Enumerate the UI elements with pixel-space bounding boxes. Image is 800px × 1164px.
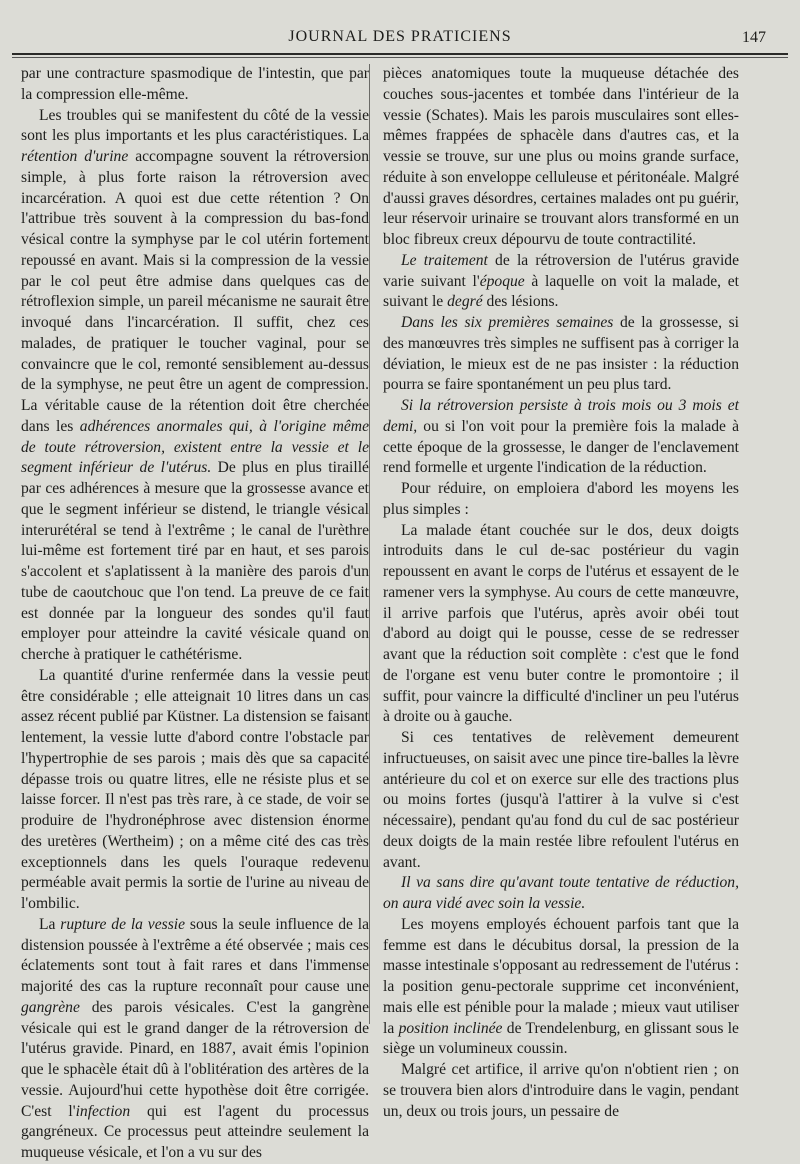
text-run: des parois vésicales. C'est la gangrène vésicale qui est le grand danger de la rétroversion de l'utérus gravide. Pinard, en 1887, avait émis l'opinion que le sphacèle était dû à l'oblitération des artères de la vessie. Aujourd'hui cette hypothèse doit être corrigée. C'est l' [21,998,369,1120]
column-divider [369,64,370,1024]
running-title: JOURNAL DES PRATICIENS [288,28,512,45]
paragraph: Si ces tentatives de relèvement demeurent infructueuses, on saisit avec une pince tire-balles la lèvre antérieure du col et on exerce sur elle des tractions plus ou moins fortes (jusqu'à l'attirer à la vulve si c'est nécessaire), pendant qu'au fond du cul de sac postérieur deux doigts de la main restée libre refoulent l'utérus en avant. [383,729,739,871]
paragraph: pièces anatomiques toute la muqueuse détachée des couches sous-jacentes et tombée dans l'intérieur de la vessie (Schates). Mais les parois musculaires sont elles-mêmes frappées de sphacèle dans d'autres cas, et la vessie se trouve, sur une plus ou moins grande surface, réduite à son enveloppe celluleuse et péritonéale. Malgré d'aussi graves désordres, certaines malades ont pu guérir, leur réservoir urinaire se trouvant alors transformé en un bloc fibreux creux dépourvu de toute contractilité. [383,65,739,248]
paragraph: Malgré cet artifice, il arrive qu'on n'obtient rien ; on se trouvera bien alors d'introduire dans le vagin, pendant un, deux ou trois jours, un pessaire de [383,1061,739,1120]
text-run: des lésions. [482,293,559,311]
italic-run: adhérences anormales qui, à l'origine même de toute rétroversion, existent entre la vessie et le segment inférieur de l'utérus. [21,417,369,477]
text-run: Les troubles qui se manifestent du côté de la vessie sont les plus importants et les plus caractéristiques. La [21,106,369,145]
italic-run: Dans les six premières semaines [401,314,614,331]
text-run: de la rétroversion de l'utérus gravide varie suivant l' [383,251,739,290]
running-header [20,28,780,50]
italic-run: gangrène [21,998,80,1016]
italic-run: degré [447,293,483,311]
header-rule-thick [12,53,788,55]
header-rule-thin [12,57,788,58]
text-run: ou si l'on voit pour la première fois la malade à cette époque de la grossesse, le danger de l'enclavement rend formelle et urgente l'indication de la réduction. [383,417,739,477]
paragraph [21,915,369,1164]
text-run: Les moyens employés échouent parfois tant que la femme est dans le décubitus dorsal, la pression de la masse intestinale s'opposant au redressement de l'utérus : la position genu-pectorale supprime cet inconvénient, mais elle est pénible pour la malade ; mieux vaut utiliser la [383,915,739,1037]
italic-run: époque [479,272,525,290]
paragraph [383,873,739,915]
paragraph [383,251,739,313]
paragraph: La quantité d'urine renfermée dans la vessie peut être considérable ; elle atteignait 10 litres dans un cas assez récent publié par Küstner. La distension se faisant lentement, la vessie lutte d'abord contre l'obstacle par l'hypertrophie de ses parois ; mais dès que sa capacité dépasse trois ou quatre litres, elle ne résiste plus et se laisse forcer. Il n'est pas très rare, à ce stade, de voir se produire de l'hydronéphrose avec distension énorme des uretères (Wertheim) ; on a même cité des cas très exceptionnels dans les quels l'ouraque redevenu perméable avait permis la sortie de l'urine au niveau de l'ombilic. [21,666,369,912]
paragraph [21,106,369,666]
italic-run: position inclinée [398,1019,503,1037]
text-run: accompagne souvent la rétroversion simple, à plus forte raison la rétroversion avec incarcération. A quoi est due cette rétention ? On l'attribue très souvent à la compression du bas-fond vésical contre la symphyse par le col utérin fortement repoussé en avant. Mais si la compression de la vessie par le col peut être admise dans quelques cas de rétroflexion simple, un pareil mécanisme ne saurait être invoqué dans l'incarcération. Il suffit, chez ces malades, de pratiquer le toucher vaginal, pour se convaincre que le col, remonté sensiblement au-dessus de la symphyse, ne peut être un agent de compression. La véritable cause de la rétention doit être cherchée dans les [21,148,370,435]
italic-run: rétention d'urine [21,148,129,165]
italic-run: Si la rétroversion persiste à trois mois ou 3 mois et demi, [383,397,739,435]
text-run: La [39,915,61,933]
text-run: de la grossesse, si des manœuvres très simples ne suffisent pas à corriger la déviation, le mieux est de ne pas insister : la réduction pourra se faire spontanément un peu plus tard. [383,314,739,394]
text-run: à laquelle on voit la malade, et suivant le [383,272,739,311]
paragraph: Pour réduire, on emploiera d'abord les moyens les plus simples : [383,480,739,518]
paragraph [383,396,739,479]
left-column [21,64,369,1164]
italic-run: rupture de la vessie [60,915,186,933]
paragraph [383,313,739,396]
right-column [383,64,739,1122]
italic-run: Le traitement [401,251,488,269]
italic-run: infection [75,1102,131,1120]
paragraph: La malade étant couchée sur le dos, deux doigts introduits dans le cul de-sac postérieur du vagin repoussent en avant le corps de l'utérus et essayent de le ramener vers la symphyse. Au cours de cette manœuvre, il arrive parfois que l'utérus, après avoir obéi tout d'abord au doigt qui le pousse, cesse de se redresser avant que la réduction soit complète : c'est que le fond de l'organe est venu buter contre le promontoire ; il suffit, pour vaincre la difficulté d'incliner un peu l'utérus à droite ou à gauche. [383,521,739,726]
paragraph [383,915,739,1060]
text-run: de Trendelenburg, en glissant sous le siège un volumineux coussin. [383,1019,739,1058]
italic-run: Il va sans dire qu'avant toute tentative de réduction, on aura vidé avec soin la vessie. [383,874,739,912]
paragraph: par une contracture spasmodique de l'intestin, que par la compression elle-même. [21,65,369,103]
text-run: sous la seule influence de la distension poussée à l'extrême a été observée ; mais ces éclatements sont tout à fait rares et dans l'immense majorité des cas la rupture reconnaît pour cause une [21,915,369,995]
text-run: qui est l'agent du processus gangréneux. Ce processus peut atteindre seulement la muqueuse vésicale, et l'on a vu sur des [21,1102,369,1161]
page-number: 147 [742,29,766,46]
text-run: De plus en plus tiraillé par ces adhérences à mesure que la grossesse avance et que le segment inférieur se distend, le triangle vésical interurétéral se tend à l'extrême ; le canal de l'urèthre lui-même est fortement tiré par en haut, et ses parois s'accolent et s'aplatissent à la manière des parois d'un tube de caoutchouc que l'on tend. La preuve de ce fait est donnée par la longueur des sondes qu'il faut employer pour atteindre la cavité vésicale quand on cherche à pratiquer le cathétérisme. [21,459,369,663]
